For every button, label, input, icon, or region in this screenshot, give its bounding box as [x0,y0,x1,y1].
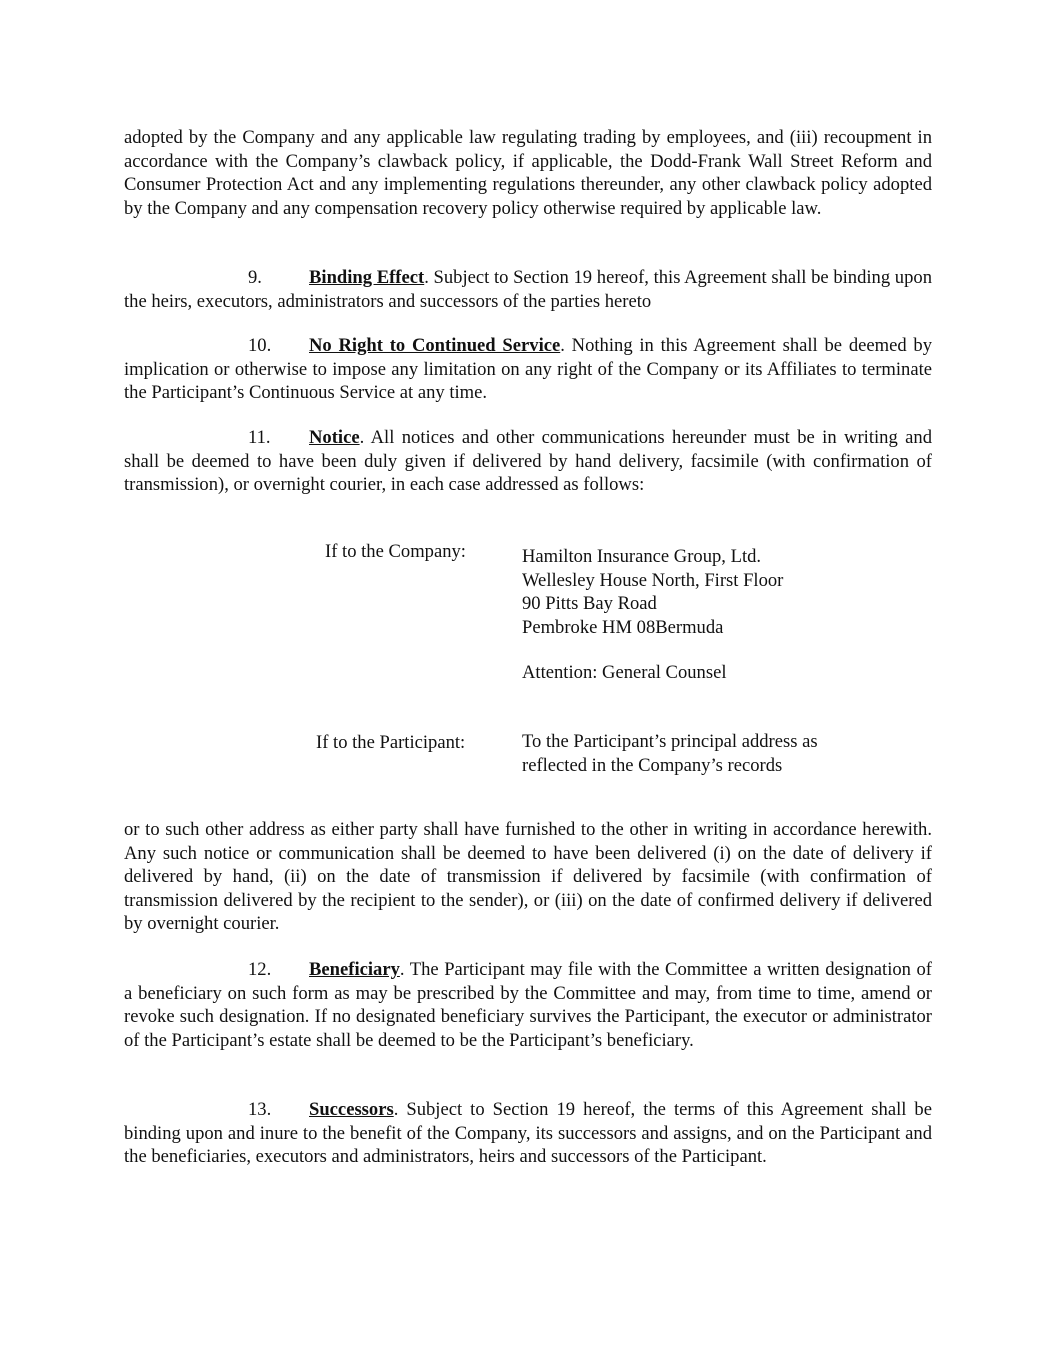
section-heading: No Right to Continued Service [309,335,561,356]
notice-followup-paragraph [124,818,932,936]
notice-followup-text: or to such other address as either party shall have furnished to the other in writing in accordance herewith. Any such notice or communication shall be deemed to have been delivered (i) on the date of delivery if delivered by hand, (ii) on the date of transmission if delivered by facsimile (with confirmation of transmission delivered by the recipient to the sender), or (iii) on the date of confirmed delivery if delivered by overnight courier. [124,819,932,935]
address-line: reflected in the Company’s records [522,754,783,776]
address-line: Pembroke HM 08Bermuda [522,616,724,638]
section-number: 12. [248,959,272,980]
section-body: . Nothing in this Agreement shall be deemed by implication or otherwise to impose any limitation on any right of the Company or its Affiliates to terminate the Participant’s Continuous Service at any time. [124,335,933,404]
section-number: 13. [248,1099,272,1120]
section-body: . All notices and other communications hereunder must be in writing and shall be deemed to have been duly given if delivered by hand delivery, facsimile (with confirmation of transmission), or overnight courier, in each case addressed as follows: [124,427,932,496]
section-9-paragraph [124,266,932,313]
participant-address [522,730,818,777]
section-heading: Binding Effect [309,267,425,288]
intro-paragraph [124,126,932,220]
address-line: 90 Pitts Bay Road [522,593,657,615]
section-number: 10. [248,335,272,356]
participant-notice-label: If to the Participant: [316,732,466,753]
section-11-paragraph [124,426,932,497]
section-13-paragraph [124,1098,932,1169]
section-body: . Subject to Section 19 hereof, the terms of this Agreement shall be binding upon and inure to the benefit of the Company, its successors and assigns, and on the Participant and the beneficiaries, executors and administrators, heirs and successors of the Participant. [124,1099,932,1168]
address-line: Wellesley House North, First Floor [522,569,784,591]
section-heading: Notice [309,427,360,448]
section-heading: Beneficiary [309,959,400,980]
section-10-paragraph [124,334,932,405]
company-notice-label: If to the Company: [325,541,466,562]
intro-text: adopted by the Company and any applicable law regulating trading by employees, and (iii) recoupment in accordance with the Company’s clawback policy, if applicable, the Dodd-Frank Wall Street Reform and Consumer Protection Act and any implementing regulations thereunder, any other clawback policy adopted by the Company and any compensation recovery policy otherwise required by applicable law. [124,127,932,219]
section-body: . Subject to Section 19 hereof, this Agreement shall be binding upon the heirs, executors, administrators and successors of the parties hereto [124,267,932,312]
section-heading: Successors [309,1099,394,1120]
company-address [522,545,783,639]
section-body: . The Participant may file with the Committee a written designation of a beneficiary on such form as may be prescribed by the Committee and may, from time to time, amend or revoke such designation. If no designated beneficiary survives the Participant, the executor or administrator of the Participant’s estate shall be deemed to be the Participant’s beneficiary. [124,959,932,1051]
company-attention: Attention: General Counsel [522,662,727,683]
address-line: Hamilton Insurance Group, Ltd. [522,546,762,567]
section-number: 9. [248,267,262,288]
section-12-paragraph [124,958,932,1052]
section-number: 11. [248,427,271,448]
address-line: To the Participant’s principal address as [522,731,818,752]
